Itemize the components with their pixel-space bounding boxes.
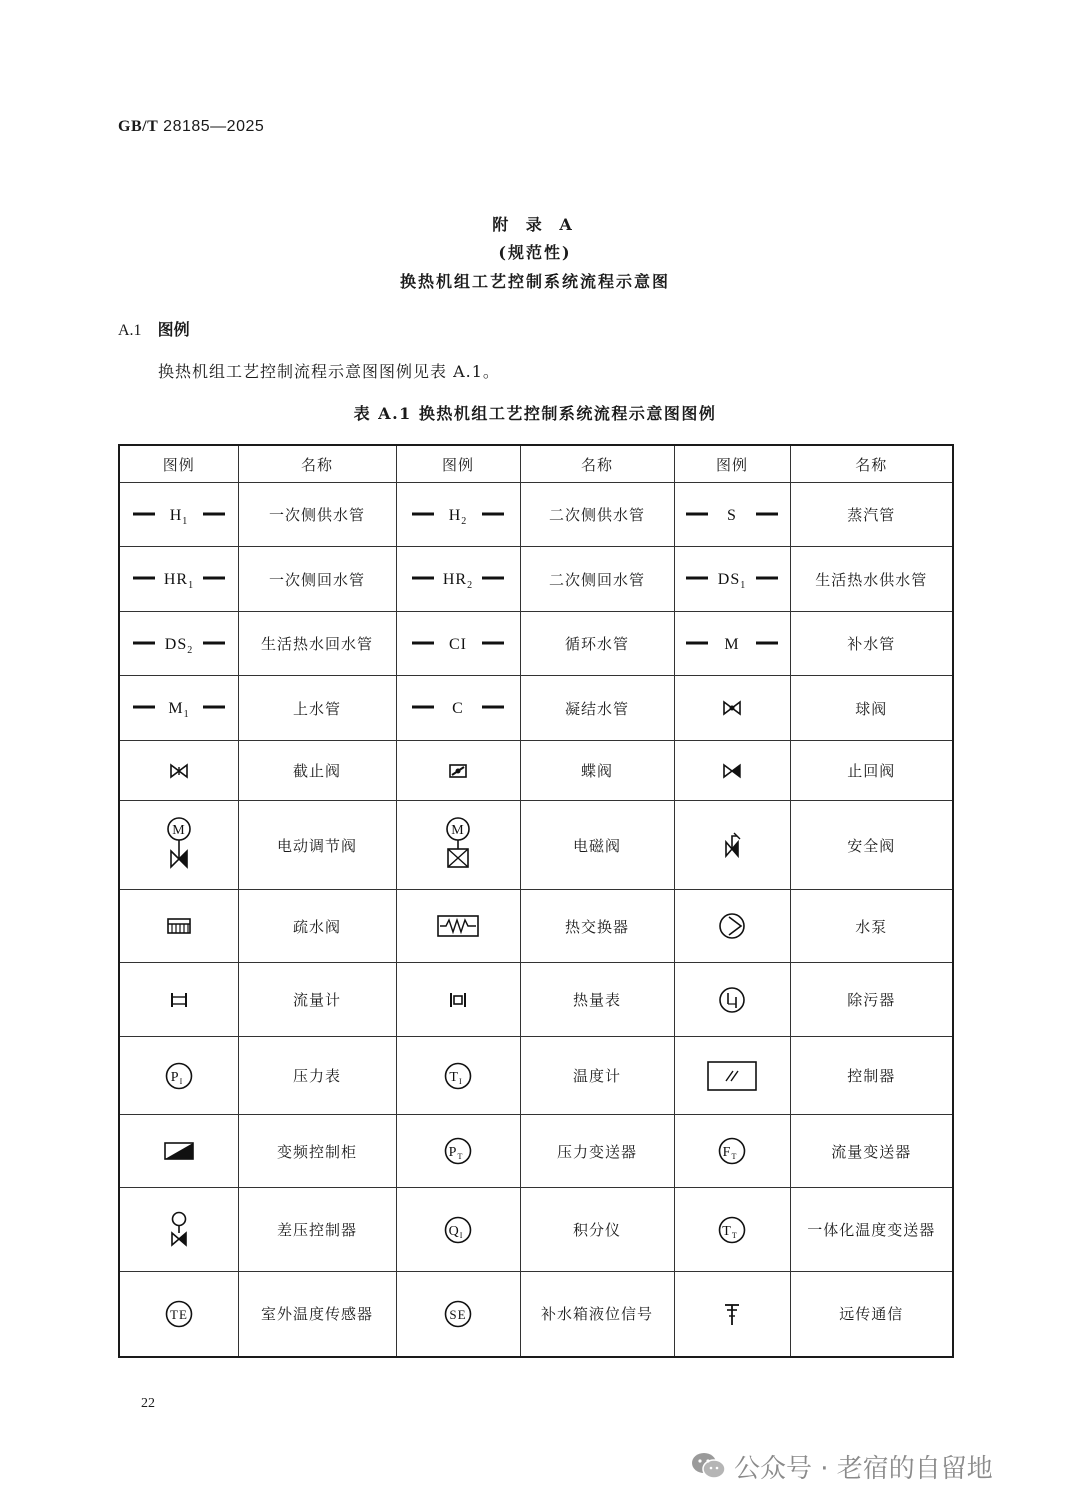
- svg-text:DS2: [165, 636, 193, 656]
- table-row: [119, 1037, 953, 1115]
- table-row: [119, 1115, 953, 1188]
- legend-name-cell: 控制器: [790, 1037, 953, 1115]
- antenna-icon: [717, 1299, 747, 1329]
- legend-symbol-cell: [674, 801, 790, 890]
- legend-name-cell: 蝶阀: [520, 741, 674, 801]
- pipe-icon: [410, 696, 506, 720]
- legend-symbol-cell: [119, 1037, 238, 1115]
- header-cell: 名称: [520, 445, 674, 483]
- table-row: [119, 547, 953, 612]
- instrument-subscript: T: [731, 1152, 738, 1161]
- annex-title: 换热机组工艺控制系统流程示意图: [399, 272, 670, 291]
- svg-text:FT: [723, 1145, 738, 1161]
- pipe-code: DS: [717, 571, 741, 588]
- pipe-icon: [131, 632, 227, 656]
- pipe-icon: [410, 567, 506, 591]
- instrument-icon: [716, 1214, 748, 1246]
- instrument-icon: [442, 1060, 474, 1092]
- legend-name-cell: 温度计: [520, 1037, 674, 1115]
- legend-symbol-cell: [396, 676, 520, 741]
- annex-normative: (规范性): [498, 243, 572, 262]
- legend-name-cell: 电动调节阀: [238, 801, 396, 890]
- legend-symbol-cell: [396, 1188, 520, 1272]
- legend-name-cell: 流量计: [238, 963, 396, 1037]
- legend-symbol-cell: [674, 676, 790, 741]
- legend-name-cell: 变频控制柜: [238, 1115, 396, 1188]
- svg-text:H1: [169, 507, 188, 527]
- instrument-icon: [163, 1060, 195, 1092]
- legend-name-cell: 压力变送器: [520, 1115, 674, 1188]
- annex-label: 附 录 A: [492, 215, 578, 234]
- legend-name-cell: 球阀: [790, 676, 953, 741]
- safety-valve-icon: [717, 830, 747, 860]
- legend-name-cell: 热交换器: [520, 890, 674, 963]
- legend-symbol-cell: [119, 741, 238, 801]
- svg-text:M1: [168, 700, 189, 720]
- solenoid-valve-icon: [438, 815, 478, 875]
- pipe-code: CI: [449, 635, 467, 653]
- legend-name-cell: 生活热水回水管: [238, 612, 396, 676]
- legend-symbol-cell: [674, 741, 790, 801]
- legend-name-cell: 补水管: [790, 612, 953, 676]
- pipe-subscript: 2: [467, 580, 474, 591]
- legend-name-cell: 安全阀: [790, 801, 953, 890]
- legend-name-cell: 远传通信: [790, 1272, 953, 1357]
- table-row: [119, 483, 953, 547]
- instrument-icon: [442, 1135, 474, 1167]
- pipe-icon: [684, 632, 780, 656]
- svg-text:TT: [722, 1224, 737, 1240]
- instrument-subscript: I: [458, 1076, 463, 1086]
- legend-name-cell: 二次侧供水管: [520, 483, 674, 547]
- instrument-code: TE: [169, 1306, 188, 1322]
- legend-name-cell: 补水箱液位信号: [520, 1272, 674, 1357]
- header-cell: 图例: [674, 445, 790, 483]
- legend-symbol-cell: [119, 547, 238, 612]
- watermark: [690, 1446, 993, 1486]
- svg-text:PI: [171, 1070, 183, 1086]
- pipe-code: HR: [442, 571, 468, 588]
- pipe-subscript: 2: [186, 644, 193, 656]
- flow-meter-icon: [164, 988, 194, 1012]
- svg-text:SE: [449, 1307, 466, 1322]
- legend-name-cell: 生活热水供水管: [790, 547, 953, 612]
- table-row: [119, 1188, 953, 1272]
- instrument-subscript: T: [457, 1152, 464, 1161]
- table-caption: 表 A.1 换热机组工艺控制系统流程示意图图例: [353, 404, 717, 423]
- legend-name-cell: 上水管: [238, 676, 396, 741]
- legend-symbol-cell: [396, 890, 520, 963]
- legend-symbol-cell: [674, 1188, 790, 1272]
- svg-text:CI: [449, 636, 467, 653]
- legend-symbol-cell: [119, 483, 238, 547]
- heat-exchanger-icon: [436, 913, 480, 939]
- header-cell: 图例: [396, 445, 520, 483]
- instrument-code: Q: [448, 1223, 460, 1239]
- page-number: 22: [141, 1396, 155, 1411]
- legend-name-cell: 差压控制器: [238, 1188, 396, 1272]
- header-cell: 图例: [119, 445, 238, 483]
- legend-name-cell: 室外温度传感器: [238, 1272, 396, 1357]
- legend-symbol-cell: [396, 801, 520, 890]
- vfd-cabinet-icon: [162, 1139, 196, 1163]
- legend-name-cell: 一体化温度变送器: [790, 1188, 953, 1272]
- legend-name-cell: 热量表: [520, 963, 674, 1037]
- legend-symbol-cell: [119, 676, 238, 741]
- legend-symbol-cell: [674, 483, 790, 547]
- legend-symbol-cell: [674, 1037, 790, 1115]
- pipe-icon: [410, 632, 506, 656]
- header-cell: 名称: [238, 445, 396, 483]
- legend-symbol-cell: [119, 612, 238, 676]
- legend-name-cell: 循环水管: [520, 612, 674, 676]
- pipe-code: H: [169, 506, 183, 524]
- controller-icon: [706, 1059, 758, 1093]
- table-header-row: [119, 445, 953, 483]
- instrument-icon: [442, 1298, 474, 1330]
- pipe-code: S: [727, 506, 737, 524]
- instrument-icon: [442, 1214, 474, 1246]
- pipe-code: H: [448, 506, 462, 524]
- strainer-icon: [716, 984, 748, 1016]
- instrument-code: F: [722, 1145, 732, 1160]
- butterfly-valve-icon: [443, 760, 473, 782]
- legend-name-cell: 积分仪: [520, 1188, 674, 1272]
- legend-symbol-cell: [396, 612, 520, 676]
- legend-name-cell: 蒸汽管: [790, 483, 953, 547]
- legend-symbol-cell: [674, 963, 790, 1037]
- watermark-text: 公众号 · 老宿的自留地: [734, 1453, 993, 1484]
- svg-text:C: [452, 700, 464, 717]
- legend-symbol-cell: [674, 1115, 790, 1188]
- legend-symbol-cell: [674, 1272, 790, 1357]
- wechat-icon: [690, 1451, 726, 1481]
- pipe-subscript: 1: [740, 580, 747, 591]
- table-row: [119, 741, 953, 801]
- table-row: [119, 963, 953, 1037]
- svg-text:HR2: [443, 571, 473, 591]
- intro-paragraph: 换热机组工艺控制流程示意图图例见表 A.1。: [158, 362, 500, 381]
- legend-symbol-cell: [674, 547, 790, 612]
- instrument-subscript: I: [179, 1076, 183, 1086]
- pipe-icon: [131, 696, 227, 720]
- legend-name-cell: 水泵: [790, 890, 953, 963]
- legend-symbol-cell: [396, 1037, 520, 1115]
- instrument-subscript: T: [731, 1230, 738, 1240]
- table-row: [119, 612, 953, 676]
- legend-symbol-cell: [396, 963, 520, 1037]
- instrument-code: SE: [449, 1306, 467, 1322]
- legend-symbol-cell: [396, 483, 520, 547]
- drain-valve-icon: [164, 914, 194, 938]
- ball-valve-icon: [717, 697, 747, 719]
- svg-text:M: [724, 636, 739, 653]
- pipe-subscript: 1: [183, 709, 190, 720]
- svg-text:S: [727, 507, 737, 524]
- legend-table: [118, 444, 954, 1358]
- standard-number: GB/T 28185—2025: [118, 118, 265, 135]
- dp-controller-icon: [164, 1210, 194, 1250]
- svg-text:QI: [449, 1224, 464, 1240]
- pipe-subscript: 1: [182, 515, 189, 527]
- pipe-icon: [131, 503, 227, 527]
- pump-icon: [716, 910, 748, 942]
- svg-text:M: M: [451, 823, 465, 838]
- pipe-code: C: [452, 700, 464, 717]
- legend-name-cell: 二次侧回水管: [520, 547, 674, 612]
- svg-text:M: M: [172, 823, 186, 838]
- legend-name-cell: 截止阀: [238, 741, 396, 801]
- legend-name-cell: 止回阀: [790, 741, 953, 801]
- section-heading: A.1 图例: [118, 320, 190, 339]
- pipe-subscript: 1: [187, 580, 194, 591]
- legend-symbol-cell: [396, 741, 520, 801]
- table-row: [119, 676, 953, 741]
- legend-symbol-cell: [119, 890, 238, 963]
- header-cell: 名称: [790, 445, 953, 483]
- pipe-icon: [410, 503, 506, 527]
- legend-name-cell: 一次侧回水管: [238, 547, 396, 612]
- pipe-subscript: 2: [461, 515, 468, 527]
- legend-symbol-cell: [119, 801, 238, 890]
- svg-text:TI: [449, 1070, 462, 1086]
- pipe-code: M: [724, 635, 740, 653]
- instrument-subscript: I: [459, 1230, 464, 1240]
- legend-name-cell: 疏水阀: [238, 890, 396, 963]
- table-row: [119, 801, 953, 890]
- heat-meter-icon: [443, 988, 473, 1012]
- svg-text:DS1: [718, 571, 746, 591]
- legend-name-cell: 压力表: [238, 1037, 396, 1115]
- legend-name-cell: 凝结水管: [520, 676, 674, 741]
- instrument-icon: [716, 1135, 748, 1167]
- legend-symbol-cell: [674, 890, 790, 963]
- legend-symbol-cell: [396, 1272, 520, 1357]
- pipe-code: M: [168, 700, 184, 717]
- legend-symbol-cell: [119, 1188, 238, 1272]
- pipe-code: DS: [164, 635, 187, 653]
- svg-text:TE: [170, 1307, 188, 1322]
- pipe-icon: [684, 503, 780, 527]
- globe-valve-icon: [164, 760, 194, 782]
- legend-symbol-cell: [396, 547, 520, 612]
- legend-name-cell: 电磁阀: [520, 801, 674, 890]
- legend-name-cell: 一次侧供水管: [238, 483, 396, 547]
- check-valve-icon: [717, 760, 747, 782]
- legend-name-cell: 流量变送器: [790, 1115, 953, 1188]
- legend-name-cell: 除污器: [790, 963, 953, 1037]
- motor-valve-icon: [159, 815, 199, 875]
- instrument-code: T: [449, 1069, 459, 1085]
- instrument-code: P: [448, 1145, 458, 1160]
- pipe-icon: [684, 567, 780, 591]
- legend-symbol-cell: [119, 1115, 238, 1188]
- legend-symbol-cell: [119, 1272, 238, 1357]
- pipe-code: HR: [163, 571, 188, 588]
- instrument-code: T: [722, 1223, 732, 1239]
- pipe-icon: [131, 567, 227, 591]
- table-row: [119, 890, 953, 963]
- instrument-code: P: [170, 1069, 180, 1085]
- svg-text:PT: [449, 1145, 464, 1161]
- svg-text:H2: [449, 507, 468, 527]
- legend-symbol-cell: [119, 963, 238, 1037]
- instrument-icon: [163, 1298, 195, 1330]
- legend-symbol-cell: [674, 612, 790, 676]
- table-row: [119, 1272, 953, 1357]
- svg-text:HR1: [164, 571, 194, 591]
- legend-symbol-cell: [396, 1115, 520, 1188]
